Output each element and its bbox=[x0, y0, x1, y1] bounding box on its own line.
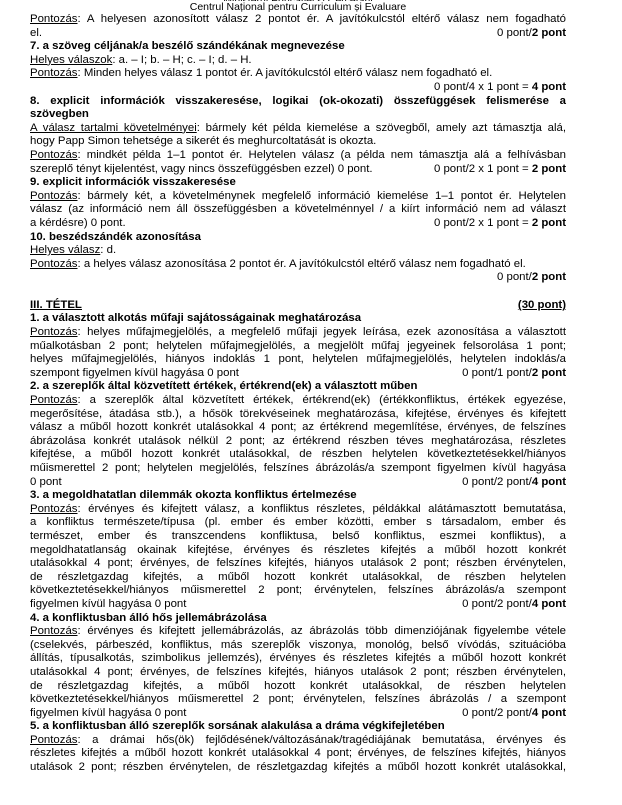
text-run: ábrázolása konkrét utalások nélkül 2 pont; az értékrend részben téves meghatározása, részletes bbox=[30, 434, 566, 447]
text-line bbox=[30, 435, 566, 449]
text-run: A válasz tartalmi követelményei bbox=[30, 121, 197, 134]
text-run: 0 pont/2 x 1 pont = bbox=[433, 162, 532, 175]
text-run: : mindkét példa 1–1 pontot ér. Helytelen válasz (a példa nem támasztja alá a felhívásban bbox=[77, 148, 566, 161]
text-run: utalásokkal 4 pont; érvényes, de felszínes kifejtés, hiányos utalások 2 pont; részben érvénytelen, bbox=[30, 557, 566, 570]
text-run: 2 pont bbox=[531, 366, 566, 379]
text-run: : érvényes és kifejtett jellemábrázolás, az ábrázolás több dimenziójának figyelembe vétele bbox=[77, 625, 566, 638]
text-run: következtetésekkel/hiányos műismerettel 2 pont; érvénytelen, felszínes ábrázolás/a szempont bbox=[30, 584, 566, 597]
text-line bbox=[30, 693, 566, 707]
text-run: 7. a szöveg céljának/a beszélő szándékának megnevezése bbox=[30, 40, 345, 53]
line-right bbox=[462, 367, 566, 381]
text-run: műismerettel 2 pont; helytelen megjelölés, felszínes ábrázolás/a szempont figyelmen kívül hagyása bbox=[30, 462, 566, 474]
text-run: Pontozás bbox=[30, 394, 78, 407]
text-line bbox=[30, 54, 566, 68]
line-left bbox=[30, 707, 186, 721]
text-line bbox=[30, 680, 566, 694]
text-run: 9. explicit információk visszakeresése bbox=[30, 176, 236, 189]
text-line bbox=[30, 135, 566, 149]
text-line bbox=[30, 122, 566, 136]
text-line bbox=[30, 190, 566, 204]
score-line bbox=[30, 476, 566, 490]
text-run: : a drámai hős(ök) fejlődésének/változásának/tragédiájának bemutatása, érvényes és bbox=[77, 733, 566, 746]
section-gap bbox=[30, 285, 566, 299]
text-run: : érvényes és kifejtett válasz, a konfliktus részletes, példákkal alátámasztott bemutatása, bbox=[77, 502, 566, 515]
text-run: : bármely két, a követelménynek megfelelő információ kiemelése 1–1 pontot ér. Helytelen bbox=[77, 189, 566, 202]
text-run: válasz a műből hozott konkrét utalásokkal 4 pont; az értékrend megemlítése, érvényes, de felszínes bbox=[30, 421, 566, 434]
line-left bbox=[30, 367, 239, 381]
text-line bbox=[30, 625, 566, 639]
text-run: 0 pont bbox=[30, 475, 62, 488]
text-run: Helyes válaszok bbox=[30, 53, 113, 66]
text-run: utalásokkal 4 pont; érvényes, de felszínes kifejtés, hiányos utalások 2 pont; részben érvénytelen, bbox=[30, 665, 566, 678]
text-run: 4 pont bbox=[531, 706, 566, 719]
score-line bbox=[30, 367, 566, 381]
text-run: megerősítése, átadása stb.), a hősök törekvéseinek meghatározása, kifejtése, érvényes és kifejtett bbox=[30, 407, 566, 420]
score-line bbox=[30, 163, 566, 177]
text-run: szempont figyelmen kívül hagyása 0 pont bbox=[30, 366, 239, 379]
text-run: 8. explicit információk visszakeresése, logikai (ok-okozati) összefüggések felismerése a bbox=[30, 94, 566, 107]
text-line bbox=[30, 652, 566, 666]
text-line bbox=[30, 244, 566, 258]
text-run: a konfliktus természete/típusa (pl. ember és ember közötti, ember s társadalom, ember és bbox=[30, 516, 566, 529]
text-run: 1. a választott alkotás műfaji sajátosságainak meghatározása bbox=[30, 312, 362, 325]
text-line bbox=[30, 408, 566, 422]
text-line bbox=[30, 584, 566, 598]
text-run: 4 pont bbox=[531, 475, 566, 488]
section-heading bbox=[30, 40, 566, 54]
text-line bbox=[30, 353, 566, 367]
line-left bbox=[30, 476, 62, 490]
text-run: műalkotásban 2 pont; helytelen műfajmegjelölés, a megjelölt műfaj jegyeinek felsorolása 1 pont; bbox=[30, 339, 566, 352]
text-run: következtetésekkel/hiányos műismerettel 2 pont; érvénytelen, felszínes ábrázolás / a szempont bbox=[30, 693, 566, 706]
text-run: részletes kifejtés a műből hozott konkrét utalásokkal 4 pont; érvényes, de felszínes kifejtés, hiányos bbox=[30, 747, 566, 760]
text-line bbox=[30, 571, 566, 585]
text-run: 0 pont/2 pont/ bbox=[462, 475, 532, 488]
text-run: 2 pont bbox=[531, 162, 566, 175]
text-run: 0 pont/2 pont/ bbox=[462, 706, 532, 719]
text-line bbox=[30, 503, 566, 517]
score-line bbox=[30, 27, 566, 41]
text-line bbox=[30, 734, 566, 748]
text-run: természet, ember és transzcendens konfliktusa, belső konfliktus, eszmei konfliktus), a bbox=[30, 529, 566, 542]
text-run: megoldhatatlanság okainak kifejtése, érvényes és részletes kifejtés a műből hozott konkrét bbox=[30, 543, 566, 556]
text-run: figyelmen kívül hagyása 0 pont bbox=[30, 597, 187, 610]
text-run: : helyes műfajmegjelölés, a megfelelő műfaji jegyek leírása, ezek azonosítása a választott bbox=[77, 326, 566, 339]
text-run: 0 pont/ bbox=[496, 271, 532, 284]
text-line bbox=[30, 530, 566, 544]
text-line bbox=[30, 326, 566, 340]
line-right bbox=[434, 163, 566, 177]
section-heading bbox=[30, 380, 566, 394]
line-left bbox=[30, 163, 373, 177]
score-line bbox=[30, 81, 566, 95]
text-line bbox=[30, 747, 566, 761]
text-run: kifejtése, a műből hozott konkrét utalásokkal, de részben helytelen következtetésekkel/hiányos bbox=[30, 448, 566, 461]
text-run: Pontozás bbox=[30, 189, 78, 202]
section-heading bbox=[30, 176, 566, 190]
text-run: 5. a konfliktusban álló szereplők sorsának alakulása a dráma végkifejletében bbox=[30, 720, 445, 733]
line-left bbox=[30, 27, 42, 41]
text-run: állítás, típusalkotás, szimbolikus jellemzés), érvényes és részletes kifejtés a műből hozott konkrét bbox=[30, 652, 566, 665]
text-run: utalások 2 pont; részben érvénytelen, de részletgazdag kifejtés a műből hozott konkrét utalásokkal, bbox=[30, 761, 566, 774]
section-heading bbox=[30, 108, 566, 122]
text-run: szereplő tényt kijelentést, vagy nincs összefüggésben ezzel) 0 pont. bbox=[30, 162, 373, 175]
text-run: 2 pont bbox=[531, 271, 566, 284]
text-run: : a. – I; b. – H; c. – I; d. – H. bbox=[112, 53, 252, 66]
score-line bbox=[30, 271, 566, 285]
text-run: 0 pont/2 x 1 pont = bbox=[433, 216, 532, 229]
section-heading bbox=[30, 312, 566, 326]
text-run: de részletgazdag kifejtés, a műből hozott konkrét utalásokkal, de részben helytelen bbox=[30, 679, 566, 692]
text-run: 2 pont bbox=[531, 26, 566, 39]
text-line bbox=[30, 516, 566, 530]
center-header: Centrul Național pentru Curriculum și Evaluare bbox=[189, 1, 407, 13]
text-run: Pontozás bbox=[30, 67, 78, 80]
line-right bbox=[462, 598, 566, 612]
text-run: : A helyesen azonosított válasz 2 pontot ér. A javítókulcstól eltérő válasz nem fogadható bbox=[77, 13, 566, 25]
page-header bbox=[30, 0, 566, 13]
score-line bbox=[30, 707, 566, 721]
score-line bbox=[30, 217, 566, 231]
text-line bbox=[30, 557, 566, 571]
text-run: szövegben bbox=[30, 108, 89, 121]
text-line bbox=[30, 340, 566, 354]
text-run: Helyes válasz bbox=[30, 244, 101, 257]
line-left bbox=[30, 299, 82, 313]
line-right bbox=[462, 707, 566, 721]
text-run: : bármely két példa kiemelése a szövegből, amely azt támasztja alá, bbox=[196, 121, 566, 134]
text-line bbox=[30, 13, 566, 27]
text-run: de részletgazdag kifejtés, a műből hozott konkrét utalásokkal, de részben helytelen bbox=[30, 570, 566, 583]
text-run: helyes műfajmegjelölés, hiányos indoklás 1 pont, helytelen műfajmegjelölés, helytelen indoklás/a bbox=[30, 353, 566, 366]
text-run: 4 pont bbox=[531, 80, 566, 93]
text-run: 0 pont/2 pont/ bbox=[462, 597, 532, 610]
text-run: (30 pont) bbox=[517, 298, 566, 311]
text-line bbox=[30, 462, 566, 476]
text-line bbox=[30, 666, 566, 680]
document-body bbox=[30, 13, 566, 775]
line-left bbox=[30, 217, 126, 231]
line-left bbox=[30, 598, 186, 612]
text-run: 2 pont bbox=[531, 216, 566, 229]
text-line bbox=[30, 639, 566, 653]
text-run: 0 pont/ bbox=[496, 26, 532, 39]
text-line bbox=[30, 421, 566, 435]
text-run: Pontozás bbox=[30, 326, 78, 339]
text-run: hogy Papp Simon tehetsége a sikerét és meghurcoltatását is okozta. bbox=[30, 135, 377, 148]
text-run: Pontozás bbox=[30, 257, 78, 270]
text-run: : a helyes válasz azonosítása 2 pontot ér. A javítókulcstól eltérő válasz nem fogadható el. bbox=[77, 257, 526, 270]
score-line bbox=[30, 598, 566, 612]
text-run: a kérdésre) 0 pont. bbox=[30, 216, 126, 229]
line-right bbox=[518, 299, 566, 313]
text-run: 4 pont bbox=[531, 597, 566, 610]
text-run: Pontozás bbox=[30, 502, 78, 515]
text-line bbox=[30, 203, 566, 217]
text-line bbox=[30, 448, 566, 462]
text-run: 10. beszédszándék azonosítása bbox=[30, 230, 201, 243]
text-run: Pontozás bbox=[30, 625, 78, 638]
section-heading bbox=[30, 95, 566, 109]
text-line bbox=[30, 149, 566, 163]
text-run: 2. a szereplők által közvetített értékek, értékrend(ek) a választott műben bbox=[30, 380, 418, 393]
text-run: : a szereplők által közvetített értékek, értékrend(ek) (értékkonfliktus, értékek egyezése, bbox=[77, 394, 566, 407]
text-run: : d. bbox=[100, 244, 117, 257]
text-run: válasz (az információ nem áll összefüggésben a követelménnyel / a kiírt információ nem ad választ bbox=[30, 203, 566, 216]
section-heading bbox=[30, 489, 566, 503]
text-run: 4. a konfliktusban álló hős jellemábrázolása bbox=[30, 611, 267, 624]
line-right bbox=[497, 27, 566, 41]
text-run: (cselekvés, párbeszéd, konfliktus, más szereplők viszonya, monológ, belső vívódás, szituációba bbox=[30, 638, 566, 651]
section-heading bbox=[30, 612, 566, 626]
text-line bbox=[30, 258, 566, 272]
line-right bbox=[434, 217, 566, 231]
text-run: 0 pont/1 pont/ bbox=[462, 366, 532, 379]
line-right bbox=[462, 476, 566, 490]
section-heading bbox=[30, 720, 566, 734]
part-title-line bbox=[30, 299, 566, 313]
text-run: : Minden helyes válasz 1 pontot ér. A javítókulcstól eltérő válasz nem fogadható el. bbox=[77, 67, 493, 80]
text-run: Pontozás bbox=[30, 13, 78, 25]
document-page bbox=[30, 0, 566, 775]
text-run: Pontozás bbox=[30, 148, 78, 161]
text-run: 0 pont/4 x 1 pont = bbox=[433, 80, 532, 93]
text-run: Pontozás bbox=[30, 733, 78, 746]
section-heading bbox=[30, 231, 566, 245]
text-run: figyelmen kívül hagyása 0 pont bbox=[30, 706, 187, 719]
text-line bbox=[30, 761, 566, 775]
text-line bbox=[30, 67, 566, 81]
text-line bbox=[30, 544, 566, 558]
text-line bbox=[30, 394, 566, 408]
text-run: 3. a megoldhatatlan dilemmák okozta konfliktus értelmezése bbox=[30, 489, 357, 502]
text-run: el. bbox=[30, 26, 43, 39]
text-run: III. TÉTEL bbox=[30, 298, 82, 311]
